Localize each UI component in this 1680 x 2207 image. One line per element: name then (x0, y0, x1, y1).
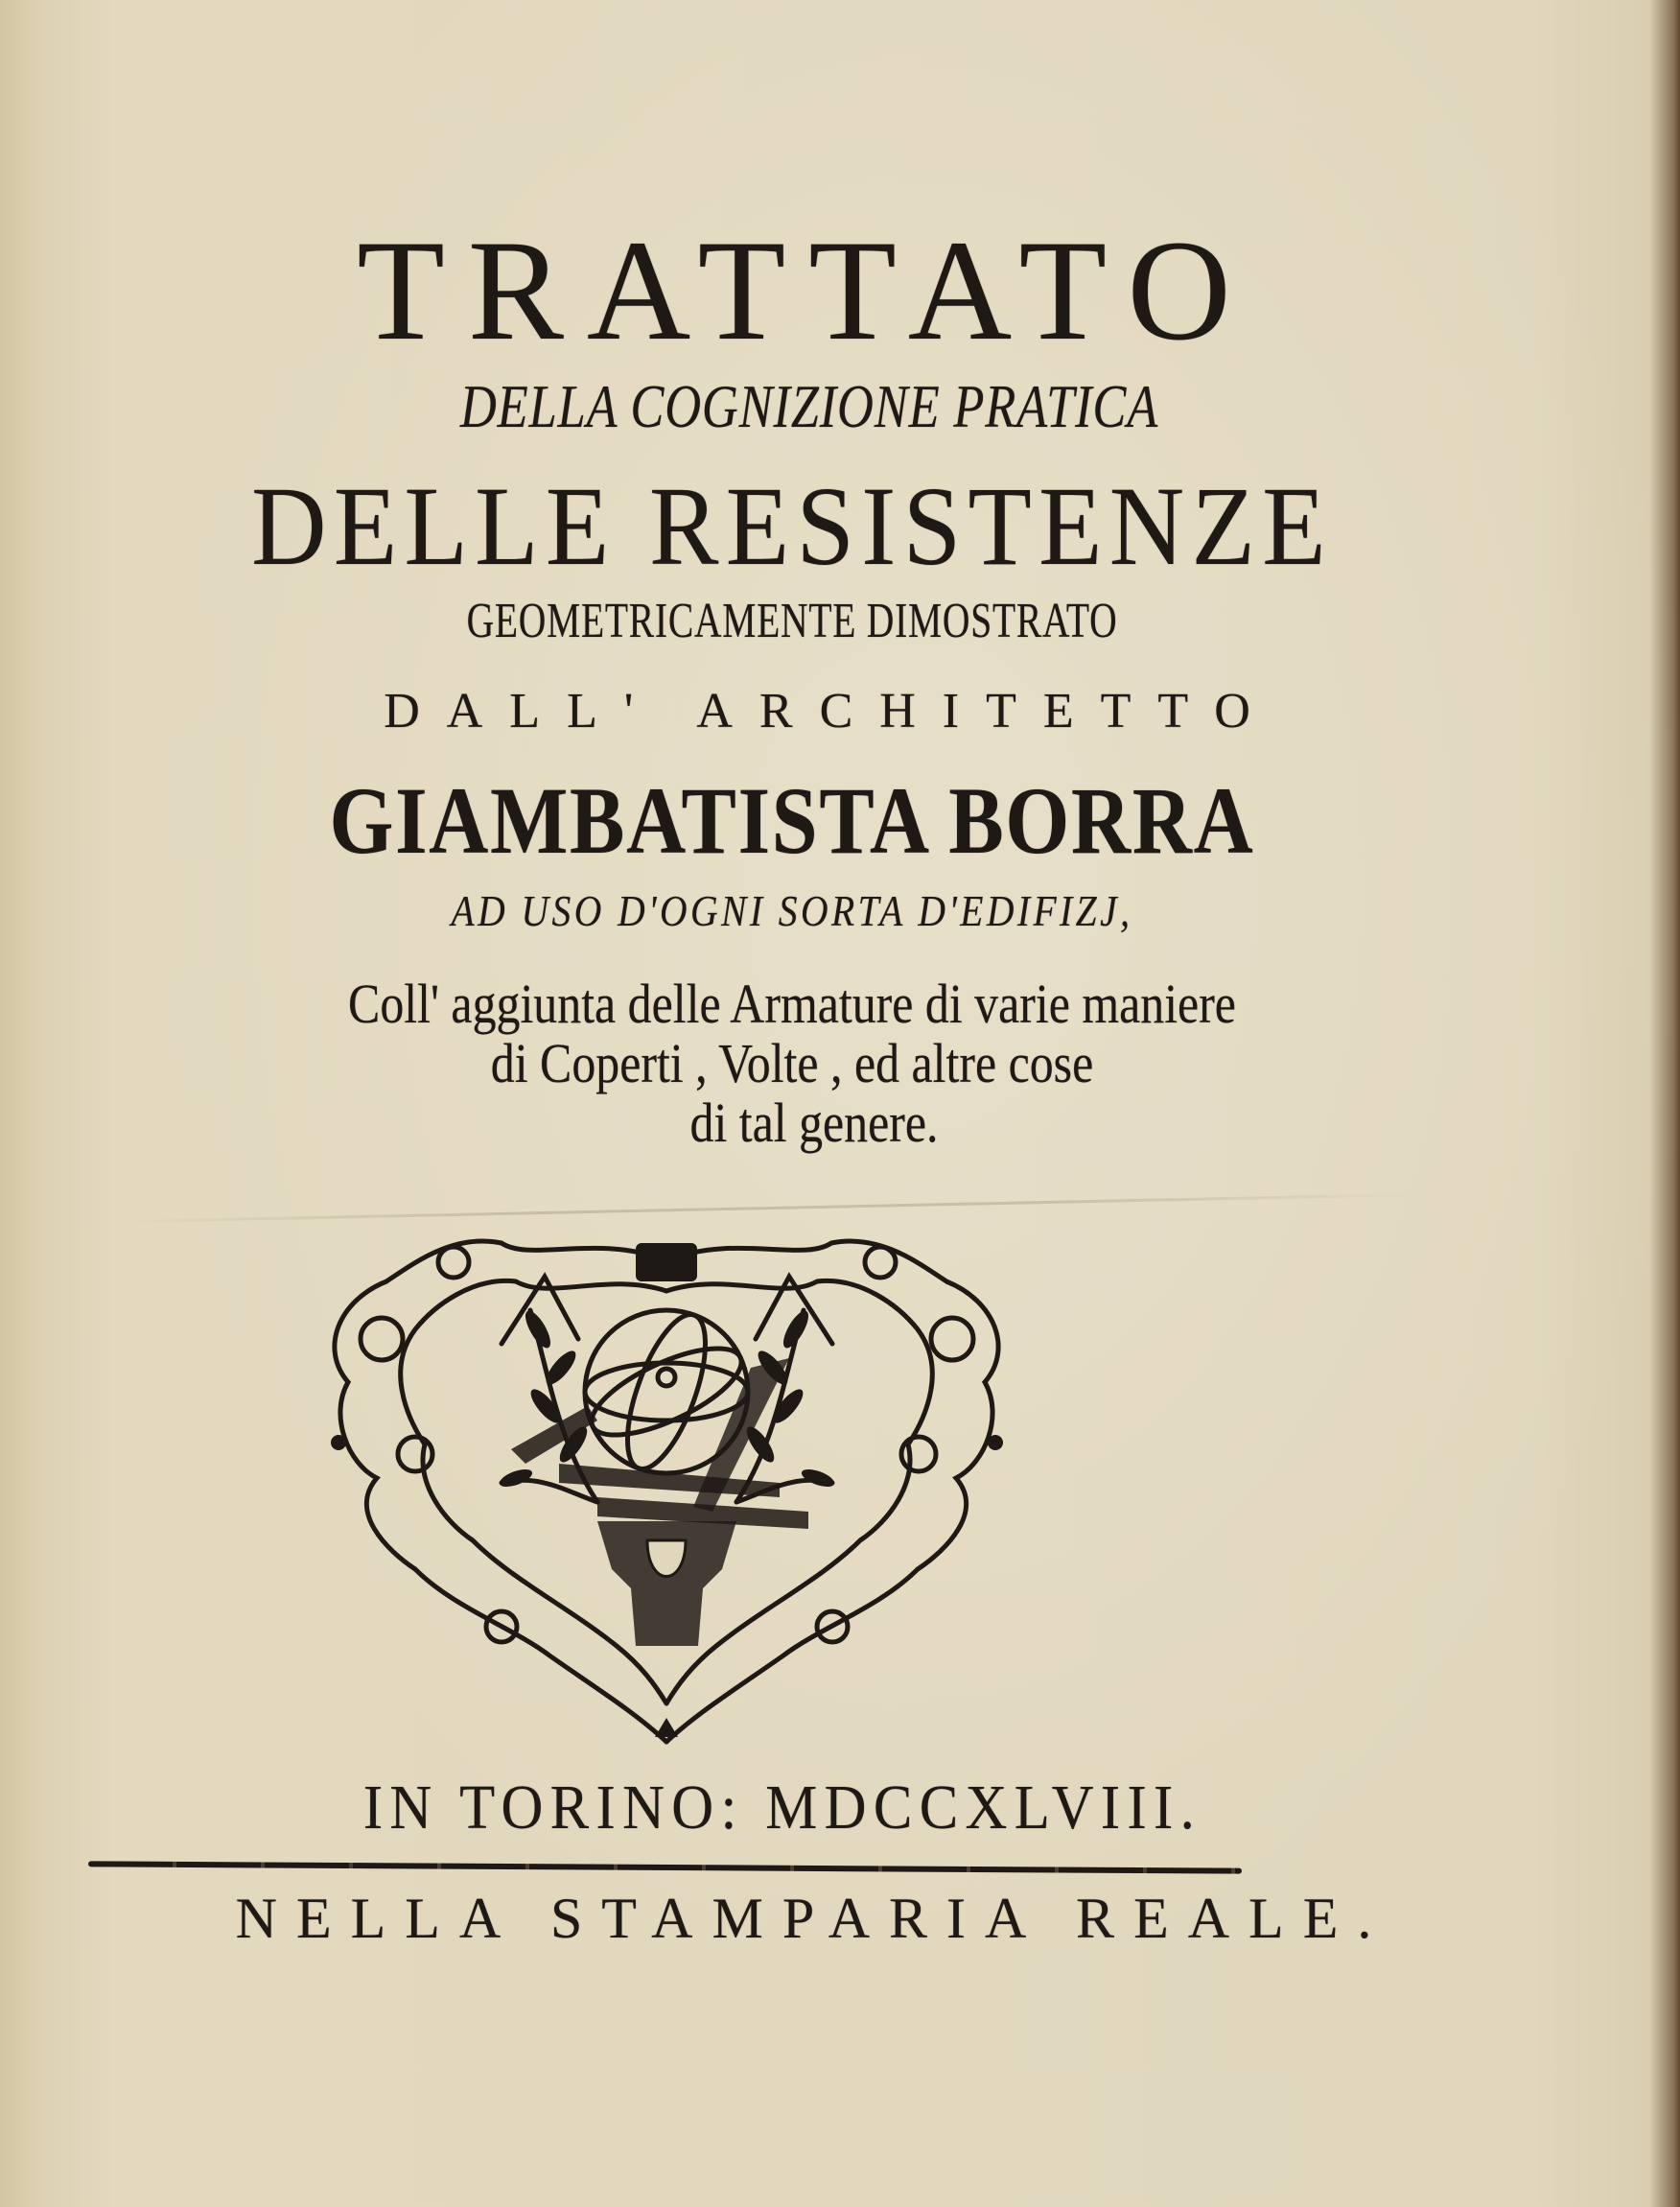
description-line-3: di tal genere. (689, 1092, 939, 1154)
subtitle-cognizione: DELLA COGNIZIONE PRATICA (459, 372, 1159, 440)
imprint-rule (88, 1861, 1242, 1873)
book-title: TRATTATO (357, 211, 1254, 370)
description-line-1: Coll' aggiunta delle Armature di varie maniere (348, 973, 1236, 1035)
author-prefix: DALL' ARCHITETTO (384, 684, 1277, 739)
description-line-2: di Coperti , Volte , ed altre cose (490, 1032, 1094, 1094)
author-name: GIAMBATISTA BORRA (329, 767, 1255, 874)
paper-crease (125, 1193, 1419, 1223)
imprint-printer: NELLA STAMPARIA REALE. (235, 1887, 1391, 1950)
subtitle-resistenze: DELLE RESISTENZE (251, 463, 1333, 589)
printers-ornament-icon (310, 1224, 1024, 1749)
purpose-line: AD USO D'OGNI SORTA D'EDIFIZJ, (451, 886, 1133, 935)
subtitle-geometricamente: GEOMETRICAMENTE DIMOSTRATO (466, 594, 1118, 648)
imprint-place-date: IN TORINO: MDCCXLVIII. (362, 1773, 1202, 1843)
